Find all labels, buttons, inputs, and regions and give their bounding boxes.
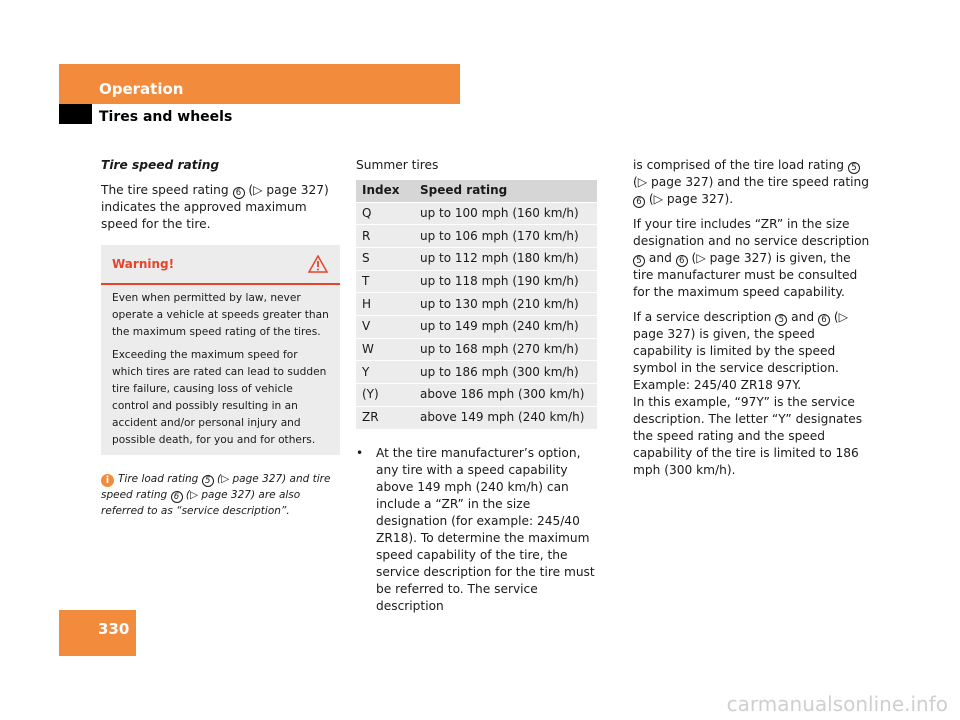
- text: The tire speed rating: [101, 183, 233, 197]
- speed-rating-cell: up to 149 mph (240 km/h): [414, 315, 597, 338]
- table-caption: Summer tires: [356, 158, 439, 172]
- circled-number: 6: [633, 196, 645, 208]
- index-cell: R: [356, 225, 414, 248]
- text: (▷ page 327) are also referred to as “service description”.: [101, 489, 301, 517]
- example-text: Example: 245/40 ZR18 97Y.: [633, 378, 802, 392]
- table-header-row: [356, 180, 597, 202]
- column-1: [101, 157, 341, 519]
- bullet-icon: •: [356, 445, 364, 460]
- table-row: [356, 384, 597, 407]
- text: Tire load rating: [118, 473, 202, 485]
- speed-rating-table: [356, 180, 597, 429]
- bullet-text: At the tire manufacturer’s option, any tire with a speed capability above 149 mph (240 km/h) can include a “ZR” in the size designation (for example: 245/40 ZR18). To determine the maximum speed capability of the tire, the service description for the tire must be referred to. The service description: [376, 445, 595, 613]
- circled-number: 6: [233, 187, 245, 199]
- speed-rating-cell: up to 130 mph (210 km/h): [414, 293, 597, 316]
- paragraph: [633, 309, 873, 479]
- speed-rating-cell: above 186 mph (300 km/h): [414, 384, 597, 407]
- header-marker: [59, 104, 92, 124]
- circled-number: 6: [171, 491, 183, 503]
- section-title-operation: Operation: [99, 80, 184, 98]
- column-header-speed-rating: Speed rating: [414, 180, 597, 202]
- index-cell: Y: [356, 361, 414, 384]
- circled-number: 5: [848, 162, 860, 174]
- warning-text: Exceeding the maximum speed for which tires are rated can lead to sudden tire failure, causing loss of vehicle control and possibly resulting in an accident and/or personal injury and possible death, for you and for others.: [112, 349, 327, 446]
- circled-number: 5: [775, 314, 787, 326]
- text: (▷ page 327) and the tire speed rating: [633, 175, 869, 189]
- table-row: [356, 202, 597, 225]
- warning-text: Even when permitted by law, never operate a vehicle at speeds greater than the maximum speed rating of the tires.: [112, 292, 329, 338]
- table-row: [356, 338, 597, 361]
- text: (▷ page 327) is given, the tire manufacturer must be consulted for the maximum speed capability.: [633, 251, 858, 299]
- page-number: 330: [98, 620, 130, 638]
- info-note: [101, 471, 341, 519]
- text: (▷ page 327) is given, the speed capability is limited by the speed symbol in the service description.: [633, 310, 848, 375]
- circled-number: 6: [818, 314, 830, 326]
- index-cell: V: [356, 315, 414, 338]
- warning-box: [101, 245, 340, 455]
- index-cell: S: [356, 247, 414, 270]
- text: In this example, “97Y” is the service description. The letter “Y” designates the speed rating and the speed capability of the tire is limited to 186 mph (300 km/h).: [633, 395, 863, 477]
- warning-header: [101, 245, 340, 285]
- text: If your tire includes “ZR” in the size designation and no service description: [633, 217, 870, 248]
- table-row: [356, 361, 597, 384]
- subsection-title: Tires and wheels: [99, 109, 233, 125]
- table-row: [356, 315, 597, 338]
- info-icon: i: [101, 474, 114, 487]
- table-row: [356, 247, 597, 270]
- index-cell: T: [356, 270, 414, 293]
- index-cell: ZR: [356, 406, 414, 429]
- circled-number: 5: [202, 475, 214, 487]
- column-2: [356, 157, 597, 615]
- warning-triangle-icon: [308, 255, 328, 273]
- paragraph: [633, 157, 873, 208]
- circled-number: 6: [676, 255, 688, 267]
- speed-rating-cell: up to 118 mph (190 km/h): [414, 270, 597, 293]
- text: and: [645, 251, 676, 265]
- circled-number: 5: [633, 255, 645, 267]
- paragraph: [633, 216, 873, 301]
- speed-rating-cell: up to 186 mph (300 km/h): [414, 361, 597, 384]
- text: and: [787, 310, 818, 324]
- text: is comprised of the tire load rating: [633, 158, 848, 172]
- index-cell: W: [356, 338, 414, 361]
- index-cell: Q: [356, 202, 414, 225]
- column-header-index: Index: [356, 180, 414, 202]
- text: If a service description: [633, 310, 776, 324]
- text: (▷ page 327) indicates the approved maximum speed for the tire.: [101, 183, 329, 231]
- index-cell: H: [356, 293, 414, 316]
- speed-rating-cell: up to 168 mph (270 km/h): [414, 338, 597, 361]
- speed-rating-cell: up to 112 mph (180 km/h): [414, 247, 597, 270]
- warning-body: [101, 285, 340, 455]
- intro-paragraph: [101, 182, 341, 233]
- table-row: [356, 293, 597, 316]
- speed-rating-cell: above 149 mph (240 km/h): [414, 406, 597, 429]
- warning-label: Warning!: [112, 256, 175, 271]
- watermark: carmanualsonline.info: [726, 692, 948, 716]
- text: (▷ page 327) and tire speed rating: [101, 473, 331, 501]
- table-row: [356, 406, 597, 429]
- index-cell: (Y): [356, 384, 414, 407]
- speed-rating-cell: up to 106 mph (170 km/h): [414, 225, 597, 248]
- text: (▷ page 327).: [645, 192, 734, 206]
- list-item: [356, 445, 597, 615]
- table-row: [356, 225, 597, 248]
- table-row: [356, 270, 597, 293]
- speed-rating-cell: up to 100 mph (160 km/h): [414, 202, 597, 225]
- subheading: Tire speed rating: [101, 158, 220, 172]
- column-3: [633, 157, 873, 487]
